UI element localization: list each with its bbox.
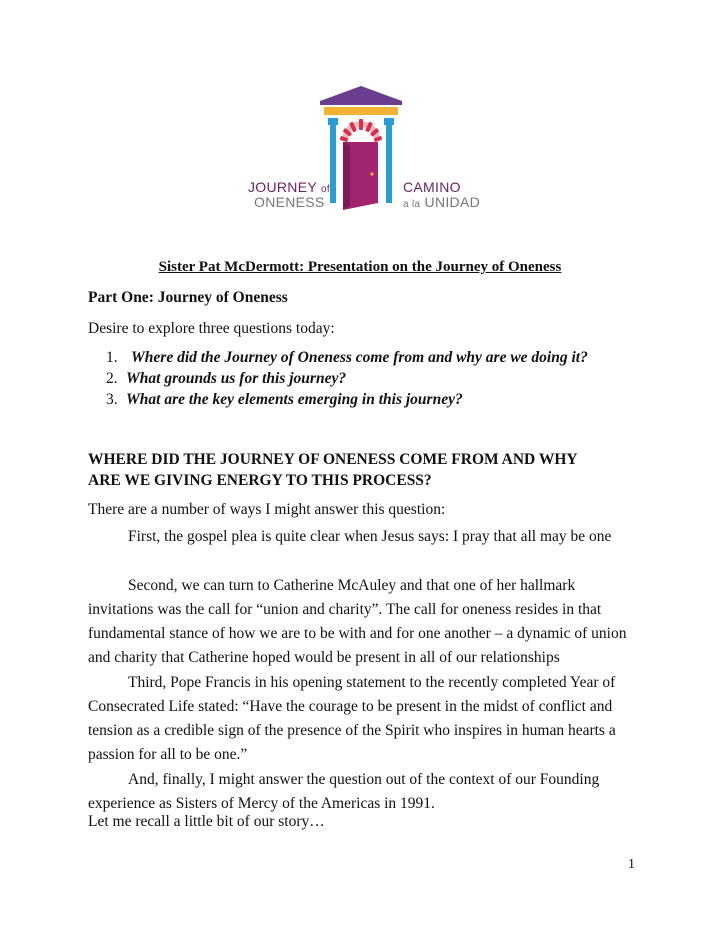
page-number: 1 bbox=[628, 857, 635, 872]
paragraph-1: First, the gospel plea is quite clear when Jesus says: I pray that all may be one bbox=[128, 528, 612, 545]
question-number: 2. bbox=[106, 370, 118, 387]
logo-camino-text: CAMINO bbox=[403, 179, 461, 195]
question-number: 3. bbox=[106, 391, 118, 408]
part-heading: Part One: Journey of Oneness bbox=[88, 289, 288, 306]
logo-journey-text: JOURNEY bbox=[248, 179, 317, 195]
paragraph-3: Third, Pope Francis in his opening statement to the recently completed Year of Consecrated Life stated: “Have the courage to be present in the midst of conflict and tension as a credible sign of the presence of the Spirit who inspires in human hearts a passion for all to be one.” bbox=[88, 674, 616, 763]
logo-ala-text: a la bbox=[403, 199, 421, 210]
question-item-2 bbox=[0, 370, 720, 390]
paragraph-4: And, finally, I might answer the question out of the context of our Founding experience as Sisters of Mercy of the Americas in 1991. bbox=[88, 771, 600, 812]
section-heading-line1: WHERE DID THE JOURNEY OF ONENESS COME FROM AND WHY bbox=[88, 451, 578, 468]
answer-intro: There are a number of ways I might answer this question: bbox=[88, 501, 446, 518]
intro-text: Desire to explore three questions today: bbox=[88, 320, 335, 337]
paragraph-2: Second, we can turn to Catherine McAuley and that one of her hallmark invitations was the call for “union and charity”. The call for oneness resides in that fundamental stance of how we are to be with and for one another – a dynamic of union and charity that Catherine hoped would be present in all of our relationships bbox=[88, 577, 627, 666]
question-text: Where did the Journey of Oneness come from and why are we doing it? bbox=[131, 349, 588, 366]
logo-oneness-text: ONENESS bbox=[254, 194, 325, 210]
question-number: 1. bbox=[106, 349, 118, 366]
question-item-3 bbox=[0, 391, 720, 411]
question-text: What are the key elements emerging in this journey? bbox=[126, 391, 463, 408]
document-title: Sister Pat McDermott: Presentation on the Journey of Oneness bbox=[158, 259, 562, 275]
logo-of-text: of bbox=[320, 184, 330, 195]
section-heading-line2: ARE WE GIVING ENERGY TO THIS PROCESS? bbox=[88, 472, 432, 489]
question-item-1 bbox=[0, 349, 720, 369]
journey-of-oneness-logo bbox=[248, 82, 481, 212]
question-text: What grounds us for this journey? bbox=[126, 370, 347, 387]
closing-text: Let me recall a little bit of our story… bbox=[88, 813, 325, 830]
logo-unidad-text: UNIDAD bbox=[424, 194, 481, 210]
